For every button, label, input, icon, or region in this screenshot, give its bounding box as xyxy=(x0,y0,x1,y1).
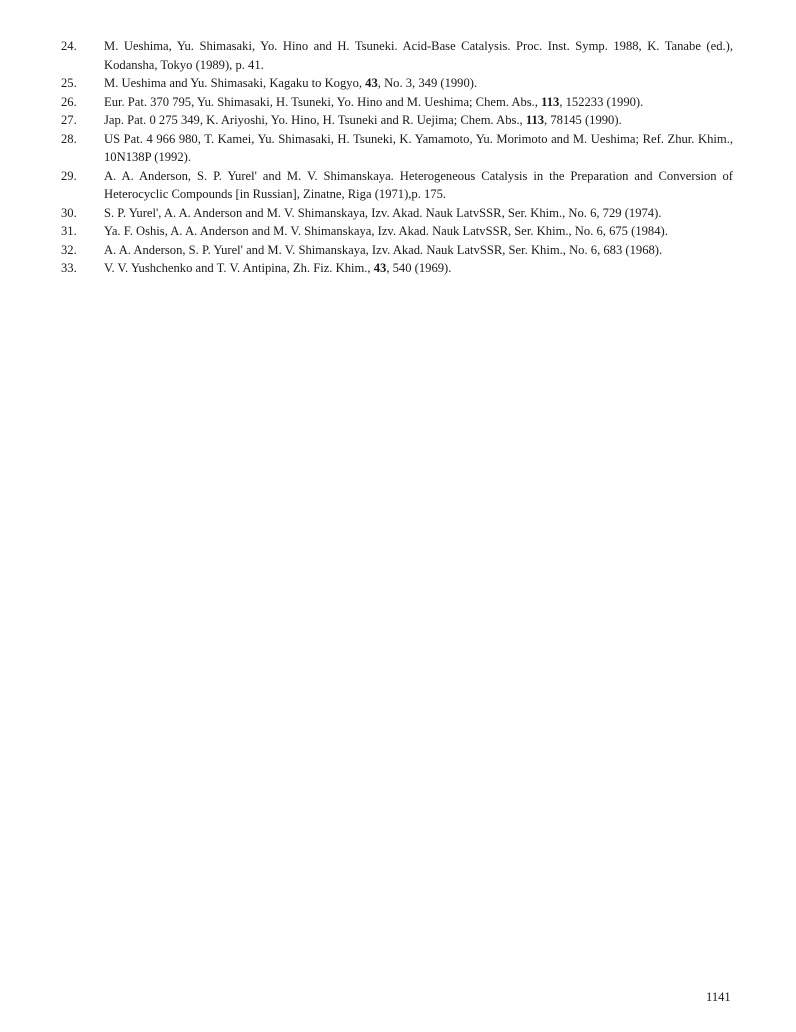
reference-item xyxy=(0,93,733,112)
reference-text-segment: , 540 (1969). xyxy=(386,261,452,275)
reference-text-segment: , 152233 (1990). xyxy=(559,94,644,109)
reference-text-segment: , 78145 (1990). xyxy=(544,113,622,127)
reference-number: 25. xyxy=(61,76,77,90)
reference-text-segment: V. V. Yushchenko and T. V. Antipina, Zh. Fiz. Khim., xyxy=(104,261,374,275)
reference-volume: 43 xyxy=(373,261,387,275)
reference-text-segment: A. A. Anderson, S. P. Yurel' and M. V. Shimanskaya, Izv. Akad. Nauk LatvSSR, Ser. Khim., No. 6, 683 (1968). xyxy=(104,242,663,257)
reference-volume: 43 xyxy=(365,76,378,90)
reference-text xyxy=(104,39,733,72)
reference-item xyxy=(0,222,733,241)
page-number: 1141 xyxy=(706,990,731,1004)
reference-text-segment: A. A. Anderson, S. P. Yurel' and M. V. Shimanskaya. Heterogeneous Catalysis in the Preparation and Conversion of Heterocyclic Compounds [in Russian], Zinatne, Riga (1971),p. 175. xyxy=(104,168,733,201)
reference-text-segment: M. Ueshima, Yu. Shimasaki, Yo. Hino and H. Tsuneki. Acid-Base Catalysis. Proc. Inst. Symp. 1988, K. Tanabe (ed.), Kodansha, Tokyo (1989), p. 41. xyxy=(104,39,733,72)
reference-number: 29. xyxy=(61,168,77,183)
reference-item xyxy=(0,111,733,130)
reference-text xyxy=(104,169,733,202)
reference-text xyxy=(104,76,477,90)
reference-item xyxy=(0,74,733,93)
reference-text xyxy=(104,261,451,275)
reference-item xyxy=(0,37,733,74)
reference-number: 27. xyxy=(61,113,77,127)
reference-item xyxy=(0,130,733,167)
reference-number: 33. xyxy=(61,261,77,275)
reference-text xyxy=(104,95,643,109)
reference-item xyxy=(0,259,733,278)
reference-volume: 113 xyxy=(541,94,560,109)
reference-text xyxy=(104,243,662,257)
reference-number: 31. xyxy=(61,224,77,238)
reference-text-segment: Ya. F. Oshis, A. A. Anderson and M. V. Shimanskaya, Izv. Akad. Nauk LatvSSR, Ser. Khim., No. 6, 675 (1984). xyxy=(104,224,668,238)
reference-volume: 113 xyxy=(525,113,545,127)
reference-text-segment: Eur. Pat. 370 795, Yu. Shimasaki, H. Tsuneki, Yo. Hino and M. Ueshima; Chem. Abs., xyxy=(104,94,542,109)
reference-number: 26. xyxy=(61,94,77,109)
reference-number: 32. xyxy=(61,242,77,257)
reference-number: 28. xyxy=(61,131,77,146)
reference-text xyxy=(104,224,668,238)
reference-text xyxy=(104,206,661,220)
reference-list xyxy=(0,37,796,278)
reference-text-segment: , No. 3, 349 (1990). xyxy=(377,76,478,90)
reference-item xyxy=(0,241,733,260)
reference-item xyxy=(0,167,733,204)
reference-number: 24. xyxy=(61,39,77,53)
reference-text-segment: US Pat. 4 966 980, T. Kamei, Yu. Shimasaki, H. Tsuneki, K. Yamamoto, Yu. Morimoto and M. Ueshima; Ref. Zhur. Khim., 10N138P (1992). xyxy=(104,131,733,164)
reference-text xyxy=(104,132,733,165)
reference-text-segment: S. P. Yurel', A. A. Anderson and M. V. Shimanskaya, Izv. Akad. Nauk LatvSSR, Ser. Khim., No. 6, 729 (1974). xyxy=(104,205,662,220)
reference-number: 30. xyxy=(61,205,77,220)
reference-item xyxy=(0,204,733,223)
reference-text xyxy=(104,113,622,127)
reference-text-segment: M. Ueshima and Yu. Shimasaki, Kagaku to Kogyo, xyxy=(104,76,366,90)
reference-text-segment: Jap. Pat. 0 275 349, K. Ariyoshi, Yo. Hino, H. Tsuneki and R. Uejima; Chem. Abs., xyxy=(104,113,526,127)
